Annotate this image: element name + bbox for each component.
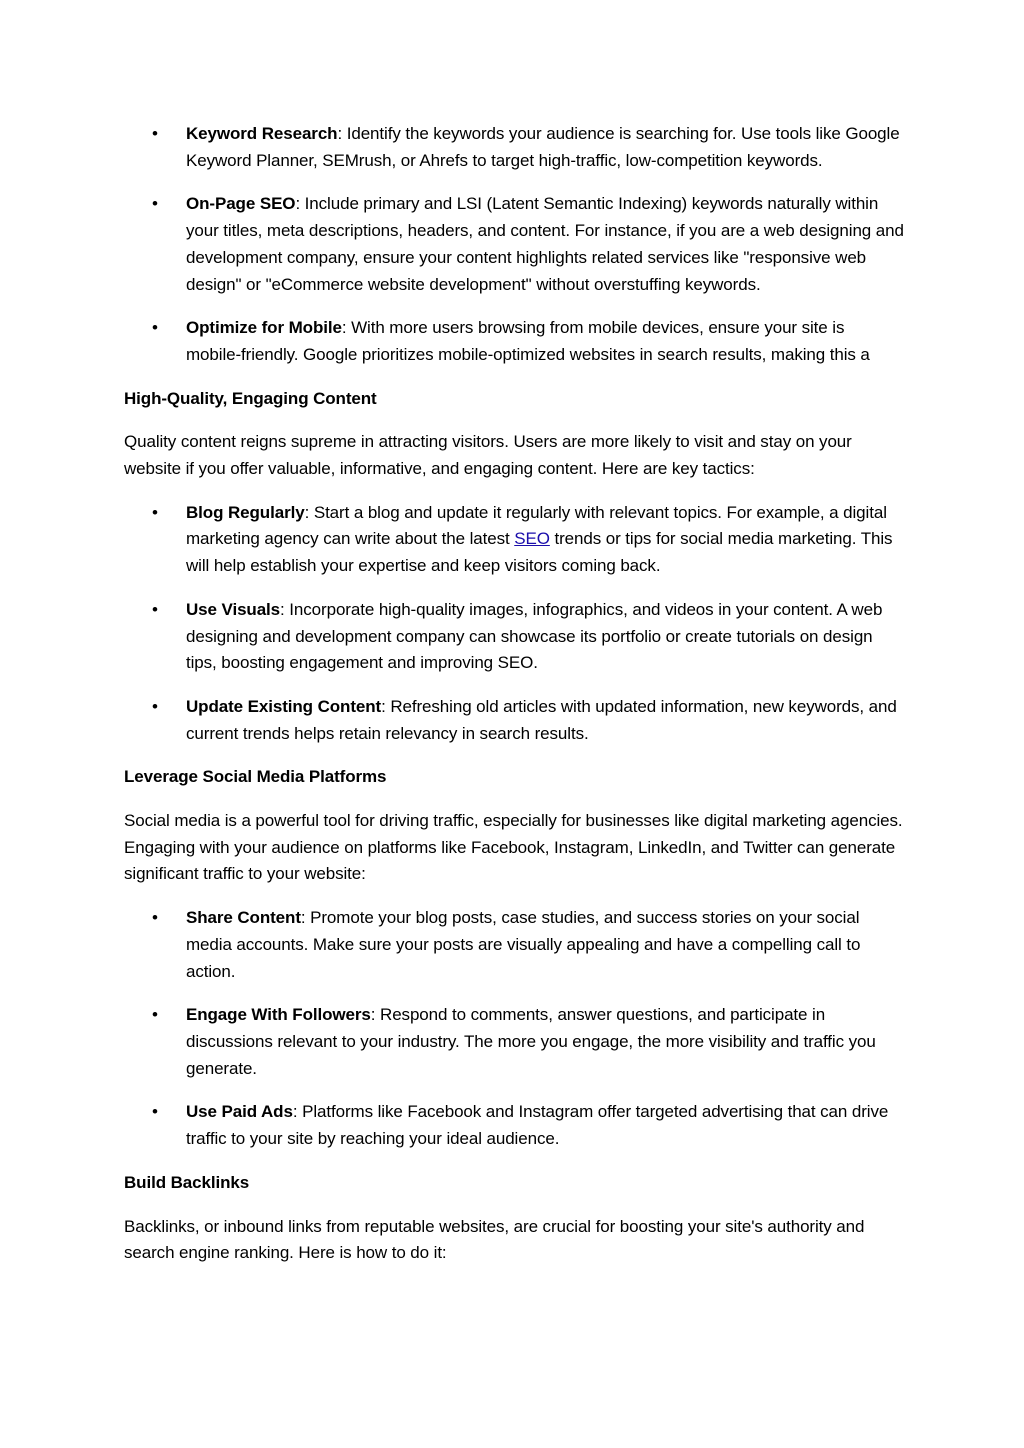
seo-link[interactable]: SEO <box>514 529 550 549</box>
item-text: : Start a blog and update it regularly with relevant topics. For example, a digital marketing agency can write about the latest <box>186 502 887 549</box>
seo-tactics-list <box>124 121 904 369</box>
item-term: Engage With Followers <box>186 1005 371 1025</box>
social-tactics-list <box>124 905 904 1153</box>
list-item <box>124 1099 904 1152</box>
item-term: Blog Regularly <box>186 502 305 522</box>
list-item <box>124 315 904 368</box>
list-item <box>124 500 904 580</box>
bullet-icon: • <box>152 1102 158 1122</box>
list-item <box>124 694 904 747</box>
item-text: : Identify the keywords your audience is searching for. Use tools like Google Keyword Planner, SEMrush, or Ahrefs to target high-traffic, low-competition keywords. <box>186 124 900 170</box>
bullet-icon: • <box>152 124 158 143</box>
section-heading: Leverage Social Media Platforms <box>124 767 387 787</box>
list-item <box>124 1002 904 1082</box>
section-heading: Build Backlinks <box>124 1172 250 1192</box>
item-text: trends or tips for social media marketing. This will help establish your expertise and keep visitors coming back. <box>186 529 893 576</box>
item-term: On-Page SEO <box>186 194 296 214</box>
bullet-icon: • <box>152 318 158 338</box>
item-text: : Incorporate high-quality images, infographics, and videos in your content. A web designing and development company can showcase its portfolio or create tutorials on design tips, boosting engagement and improving SEO. <box>186 599 883 673</box>
section-heading: High-Quality, Engaging Content <box>124 388 377 408</box>
item-text: : Platforms like Facebook and Instagram offer targeted advertising that can drive traffic to your site by reaching your ideal audience. <box>186 1102 889 1149</box>
item-term: Keyword Research <box>186 124 338 143</box>
content-tactics-list <box>124 500 904 748</box>
list-item <box>124 597 904 677</box>
item-text: : Refreshing old articles with updated information, new keywords, and current trends helps retain relevancy in search results. <box>186 696 897 743</box>
list-item <box>124 121 904 174</box>
bullet-icon: • <box>152 599 158 619</box>
item-term: Optimize for Mobile <box>186 318 342 338</box>
list-item <box>124 905 904 985</box>
item-text: : Promote your blog posts, case studies, and success stories on your social media accounts. Make sure your posts are visually appealing and have a compelling call to action. <box>186 908 861 981</box>
item-term: Use Paid Ads <box>186 1102 293 1122</box>
section-intro: Social media is a powerful tool for driving traffic, especially for businesses like digital marketing agencies. Engaging with your audience on platforms like Facebook, Instagram, LinkedIn, and Twitter can generate significant traffic to your website: <box>124 811 903 884</box>
item-term: Share Content <box>186 908 301 928</box>
bullet-icon: • <box>152 1005 158 1025</box>
section-intro: Quality content reigns supreme in attracting visitors. Users are more likely to visit and stay on your website if you offer valuable, informative, and engaging content. Here are key tactics: <box>124 432 852 479</box>
section-intro: Backlinks, or inbound links from reputable websites, are crucial for boosting your site's authority and search engine ranking. Here is how to do it: <box>124 1216 865 1263</box>
list-item <box>124 191 904 298</box>
bullet-icon: • <box>152 194 158 214</box>
bullet-icon: • <box>152 502 158 522</box>
item-term: Update Existing Content <box>186 696 382 716</box>
bullet-icon: • <box>152 696 158 716</box>
bullet-icon: • <box>152 908 158 928</box>
item-text: : With more users browsing from mobile devices, ensure your site is mobile-friendly. Google prioritizes mobile-optimized websites in search results, making this a <box>186 318 870 364</box>
document-page <box>124 121 904 1284</box>
item-text: : Include primary and LSI (Latent Semantic Indexing) keywords naturally within your titles, meta descriptions, headers, and content. For instance, if you are a web designing and development company, ensure your content highlights related services like "responsive web design" or "eCommerce website development" without overstuffing keywords. <box>186 194 904 294</box>
item-text: : Respond to comments, answer questions, and participate in discussions relevant to your industry. The more you engage, the more visibility and traffic you generate. <box>186 1005 876 1078</box>
item-term: Use Visuals <box>186 599 281 619</box>
